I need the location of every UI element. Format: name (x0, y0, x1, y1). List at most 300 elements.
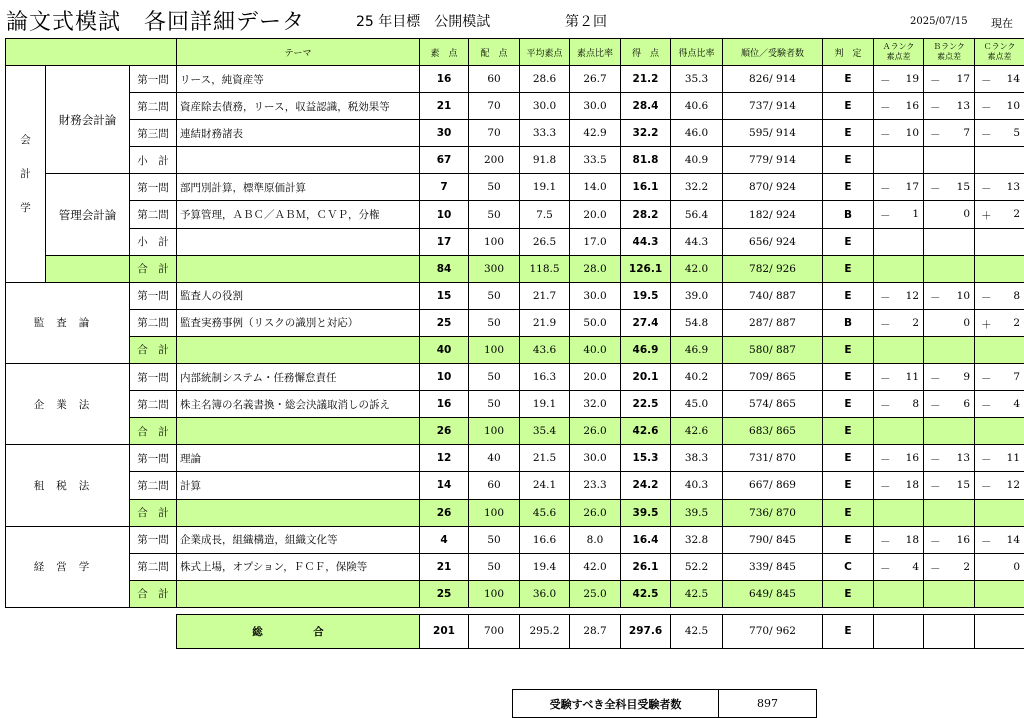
rank-c-diff (975, 553, 1024, 580)
theme: 株式上場，オプション，ＦＣＦ，保険等 (177, 553, 420, 580)
diff-value: 4 (1013, 398, 1021, 411)
avg-score: 7.5 (520, 201, 570, 228)
theme: リース，純資産等 (177, 66, 420, 93)
rank-a-diff (874, 309, 924, 336)
score: 22.5 (621, 391, 671, 418)
subject-name: 租税法 (6, 445, 130, 526)
diff-value: 0 (1013, 560, 1021, 573)
table-row (6, 93, 1024, 120)
diff-value: 2 (1013, 208, 1021, 221)
col-header: 得点比率 (671, 39, 723, 66)
max-score: 70 (469, 120, 520, 147)
diff-value: 6 (963, 398, 971, 411)
table-row (6, 228, 1024, 255)
subject-char: 計 (20, 167, 31, 180)
question-label: 第一問 (130, 364, 177, 391)
raw-ratio: 30.0 (570, 282, 621, 309)
table-row (6, 201, 1024, 228)
question-label: 第二問 (130, 201, 177, 228)
rank-a-diff (874, 526, 924, 553)
score: 46.9 (621, 336, 671, 363)
score: 297.6 (621, 614, 671, 648)
raw-ratio: 23.3 (570, 472, 621, 499)
rank-c-diff (975, 418, 1024, 445)
max-score: 40 (469, 445, 520, 472)
rank-a-diff (874, 614, 924, 648)
avg-score: 295.2 (520, 614, 570, 648)
score-ratio: 39.0 (671, 282, 723, 309)
subject-char: 学 (20, 201, 31, 214)
judge-grade: E (823, 364, 874, 391)
rank-a-diff (874, 472, 924, 499)
footer-label: 受験すべき全科目受験者数 (513, 690, 719, 718)
judge-grade: E (823, 120, 874, 147)
diff-sign: － (930, 183, 941, 196)
rank: 737/ 914 (723, 93, 823, 120)
subject-name (6, 66, 46, 283)
diff-value: 13 (956, 100, 971, 113)
table-row (6, 336, 1024, 363)
diff-sign: － (930, 75, 941, 87)
theme: 監査人の役割 (177, 282, 420, 309)
rank-a-diff (874, 147, 924, 174)
rank-c-diff (975, 147, 1024, 174)
raw-score: 10 (420, 201, 469, 228)
subject-char: 会 (20, 133, 31, 146)
rank-b-diff (924, 553, 975, 580)
rank-b-diff (924, 391, 975, 418)
avg-score: 30.0 (520, 93, 570, 120)
raw-ratio: 14.0 (570, 174, 621, 201)
rank: 779/ 914 (723, 147, 823, 174)
score-ratio: 54.8 (671, 309, 723, 336)
diff-sign: － (981, 535, 992, 548)
raw-score: 40 (420, 336, 469, 363)
diff-value: 16 (905, 452, 920, 465)
diff-sign: － (981, 481, 992, 494)
rank-b-diff (924, 66, 975, 93)
rank-c-diff (975, 309, 1024, 336)
total-label: 合 計 (130, 499, 177, 526)
judge-grade: E (823, 255, 874, 282)
question-label: 第二問 (130, 391, 177, 418)
rank-c-diff (975, 93, 1024, 120)
rank-a-diff (874, 255, 924, 282)
raw-score: 12 (420, 445, 469, 472)
rank-c-diff (975, 201, 1024, 228)
diff-sign: － (880, 318, 891, 331)
rank-a-diff (874, 174, 924, 201)
total-label: 合 計 (130, 418, 177, 445)
raw-score: 26 (420, 499, 469, 526)
diff-value: 15 (956, 479, 971, 492)
table-row (6, 39, 1024, 66)
rank-a-diff (874, 391, 924, 418)
col-header: Ｃランク 素点差 (975, 39, 1024, 66)
rank: 790/ 845 (723, 526, 823, 553)
subject-name: 経営学 (6, 526, 130, 607)
diff-sign: － (981, 291, 992, 304)
score: 42.5 (621, 580, 671, 607)
avg-score: 21.7 (520, 282, 570, 309)
page-header (0, 0, 1024, 38)
diff-sign: － (981, 373, 992, 386)
diff-sign: － (880, 535, 891, 548)
avg-score: 24.1 (520, 472, 570, 499)
rank-a-diff (874, 93, 924, 120)
theme (177, 418, 420, 445)
theme: 内部統制システム・任務懈怠責任 (177, 364, 420, 391)
raw-ratio: 42.0 (570, 553, 621, 580)
raw-ratio: 20.0 (570, 364, 621, 391)
question-label: 第一問 (130, 66, 177, 93)
judge-grade: E (823, 472, 874, 499)
diff-value: 17 (956, 73, 971, 85)
subject-name: 監査論 (6, 282, 130, 363)
diff-sign: － (880, 210, 891, 223)
col-header: 得 点 (621, 39, 671, 66)
raw-ratio: 32.0 (570, 391, 621, 418)
rank: 574/ 865 (723, 391, 823, 418)
rank: 667/ 869 (723, 472, 823, 499)
diff-sign: － (880, 481, 891, 494)
diff-sign: － (930, 102, 941, 115)
rank-c-diff (975, 526, 1024, 553)
judge-grade: E (823, 336, 874, 363)
diff-sign: － (880, 129, 891, 142)
table-row (6, 614, 1024, 648)
raw-score: 17 (420, 228, 469, 255)
score: 27.4 (621, 309, 671, 336)
raw-ratio: 26.0 (570, 499, 621, 526)
report-date: 2025/07/15 (910, 16, 968, 27)
score-ratio: 56.4 (671, 201, 723, 228)
raw-ratio: 26.0 (570, 418, 621, 445)
raw-score: 16 (420, 66, 469, 93)
score-ratio: 44.3 (671, 228, 723, 255)
max-score: 60 (469, 66, 520, 93)
score-ratio: 46.9 (671, 336, 723, 363)
diff-sign: － (930, 454, 941, 467)
diff-sign: － (880, 562, 891, 575)
diff-sign: － (930, 400, 941, 413)
diff-sign: － (880, 373, 891, 386)
rank-c-diff (975, 255, 1024, 282)
diff-value: 4 (912, 560, 920, 573)
diff-sign: － (930, 481, 941, 494)
rank-c-diff (975, 472, 1024, 499)
raw-ratio: 30.0 (570, 445, 621, 472)
diff-value: 12 (1006, 479, 1021, 492)
score: 28.4 (621, 93, 671, 120)
judge-grade: E (823, 93, 874, 120)
diff-value: 19 (905, 73, 920, 85)
rank-b-diff (924, 282, 975, 309)
score-ratio: 42.6 (671, 418, 723, 445)
rank-b-diff (924, 336, 975, 363)
rank-a-diff (874, 364, 924, 391)
score: 19.5 (621, 282, 671, 309)
raw-ratio: 40.0 (570, 336, 621, 363)
max-score: 70 (469, 93, 520, 120)
rank-b-diff (924, 418, 975, 445)
diff-sign: ＋ (981, 210, 992, 223)
rank-a-diff (874, 66, 924, 93)
rank-a-diff (874, 580, 924, 607)
diff-value: 18 (905, 533, 920, 546)
diff-value: 14 (1006, 533, 1021, 546)
rank-c-diff (975, 364, 1024, 391)
theme: 株主名簿の名義書換・総会決議取消しの訴え (177, 391, 420, 418)
theme (177, 336, 420, 363)
question-label: 第二問 (130, 309, 177, 336)
score-ratio: 42.5 (671, 614, 723, 648)
col-header: テーマ (177, 39, 420, 66)
theme: 資産除去債務，リース，収益認識，税効果等 (177, 93, 420, 120)
total-label: 合 計 (130, 336, 177, 363)
score-ratio: 40.3 (671, 472, 723, 499)
theme: 予算管理，ＡＢＣ／ＡＢＭ，ＣＶＰ，分権 (177, 201, 420, 228)
raw-ratio: 20.0 (570, 201, 621, 228)
score: 16.1 (621, 174, 671, 201)
question-label: 第三問 (130, 120, 177, 147)
avg-score: 91.8 (520, 147, 570, 174)
table-row (6, 309, 1024, 336)
rank-b-diff (924, 120, 975, 147)
diff-sign: － (880, 75, 891, 87)
score: 126.1 (621, 255, 671, 282)
raw-score: 16 (420, 391, 469, 418)
judge-grade: B (823, 201, 874, 228)
question-label: 小 計 (130, 147, 177, 174)
diff-value: 13 (1006, 181, 1021, 194)
max-score: 50 (469, 282, 520, 309)
raw-score: 14 (420, 472, 469, 499)
max-score: 100 (469, 580, 520, 607)
avg-score: 118.5 (520, 255, 570, 282)
blank-cell (6, 614, 177, 648)
diff-value: 10 (1006, 100, 1021, 113)
raw-score: 201 (420, 614, 469, 648)
max-score: 200 (469, 147, 520, 174)
blank-cell (46, 255, 130, 282)
raw-ratio: 42.9 (570, 120, 621, 147)
score-ratio: 42.0 (671, 255, 723, 282)
judge-grade: B (823, 309, 874, 336)
rank-c-diff (975, 336, 1024, 363)
max-score: 100 (469, 336, 520, 363)
table-row (6, 553, 1024, 580)
raw-ratio: 30.0 (570, 93, 621, 120)
theme: 企業成長，組織構造，組織文化等 (177, 526, 420, 553)
rank-a-diff (874, 228, 924, 255)
score: 81.8 (621, 147, 671, 174)
diff-sign: － (930, 535, 941, 548)
diff-sign: － (880, 400, 891, 413)
theme: 連結財務諸表 (177, 120, 420, 147)
theme: 部門別計算，標準原価計算 (177, 174, 420, 201)
diff-value: 5 (1013, 127, 1021, 140)
diff-value: 15 (956, 181, 971, 194)
diff-sign: － (981, 454, 992, 467)
avg-score: 19.1 (520, 174, 570, 201)
judge-grade: E (823, 66, 874, 93)
score: 42.6 (621, 418, 671, 445)
avg-score: 16.6 (520, 526, 570, 553)
total-label: 合 計 (130, 580, 177, 607)
col-header: Ｂランク 素点差 (924, 39, 975, 66)
subject-name: 企業法 (6, 364, 130, 445)
raw-ratio: 26.7 (570, 66, 621, 93)
rank: 580/ 887 (723, 336, 823, 363)
rank: 731/ 870 (723, 445, 823, 472)
rank: 770/ 962 (723, 614, 823, 648)
max-score: 50 (469, 309, 520, 336)
sub-subject-name: 管理会計論 (46, 174, 130, 255)
table-row (6, 472, 1024, 499)
table-row (6, 418, 1024, 445)
rank: 182/ 924 (723, 201, 823, 228)
diff-value: 16 (905, 100, 920, 113)
rank-b-diff (924, 174, 975, 201)
grand-total-label: 総 合 (177, 614, 420, 648)
score-ratio: 32.2 (671, 174, 723, 201)
diff-sign: ＋ (981, 318, 992, 331)
diff-value: 7 (963, 127, 971, 140)
avg-score: 36.0 (520, 580, 570, 607)
judge-grade: E (823, 580, 874, 607)
avg-score: 19.1 (520, 391, 570, 418)
diff-sign: － (981, 75, 992, 87)
rank-a-diff (874, 120, 924, 147)
max-score: 100 (469, 499, 520, 526)
rank-c-diff (975, 120, 1024, 147)
table-row (6, 66, 1024, 93)
diff-sign: － (981, 102, 992, 115)
rank-c-diff (975, 228, 1024, 255)
raw-score: 4 (420, 526, 469, 553)
rank-b-diff (924, 309, 975, 336)
total-label: 合 計 (130, 255, 177, 282)
diff-value: 10 (956, 289, 971, 302)
diff-value: 2 (912, 316, 920, 329)
table-row (6, 580, 1024, 607)
diff-value: 8 (912, 398, 920, 411)
results-table (5, 38, 1024, 649)
avg-score: 21.9 (520, 309, 570, 336)
raw-ratio: 8.0 (570, 526, 621, 553)
diff-value: 7 (1013, 371, 1021, 384)
diff-value: 2 (1013, 316, 1021, 329)
rank: 709/ 865 (723, 364, 823, 391)
rank-a-diff (874, 553, 924, 580)
diff-sign: － (880, 291, 891, 304)
raw-ratio: 17.0 (570, 228, 621, 255)
col-header: 素 点 (420, 39, 469, 66)
theme: 計算 (177, 472, 420, 499)
diff-sign: － (981, 129, 992, 142)
max-score: 100 (469, 418, 520, 445)
rank: 339/ 845 (723, 553, 823, 580)
diff-value: 0 (963, 316, 971, 329)
diff-sign: － (880, 183, 891, 196)
table-row (6, 445, 1024, 472)
max-score: 50 (469, 553, 520, 580)
table-row (6, 526, 1024, 553)
footer-value: 897 (719, 690, 817, 718)
rank-b-diff (924, 580, 975, 607)
raw-score: 21 (420, 553, 469, 580)
judge-grade: E (823, 174, 874, 201)
raw-score: 67 (420, 147, 469, 174)
rank: 736/ 870 (723, 499, 823, 526)
rank: 870/ 924 (723, 174, 823, 201)
judge-grade: E (823, 228, 874, 255)
diff-sign: － (981, 400, 992, 413)
rank-b-diff (924, 93, 975, 120)
raw-score: 26 (420, 418, 469, 445)
rank-c-diff (975, 445, 1024, 472)
page-title: 論文式模試 各回詳細データ (6, 10, 306, 35)
diff-value: 9 (963, 371, 971, 384)
question-label: 第一問 (130, 174, 177, 201)
rank-b-diff (924, 472, 975, 499)
score: 28.2 (621, 201, 671, 228)
score-ratio: 35.3 (671, 66, 723, 93)
max-score: 700 (469, 614, 520, 648)
score: 32.2 (621, 120, 671, 147)
rank: 595/ 914 (723, 120, 823, 147)
rank-a-diff (874, 445, 924, 472)
col-header: 順位／受験者数 (723, 39, 823, 66)
spacer (6, 607, 1024, 614)
rank: 656/ 924 (723, 228, 823, 255)
judge-grade: E (823, 391, 874, 418)
table-row (6, 174, 1024, 201)
diff-value: 0 (963, 208, 971, 221)
score: 20.1 (621, 364, 671, 391)
max-score: 50 (469, 391, 520, 418)
rank-c-diff (975, 614, 1024, 648)
col-header: 素点比率 (570, 39, 621, 66)
score: 24.2 (621, 472, 671, 499)
table-row (6, 147, 1024, 174)
table-row (6, 607, 1024, 614)
rank: 649/ 845 (723, 580, 823, 607)
footer-summary (512, 689, 817, 718)
raw-score: 25 (420, 309, 469, 336)
avg-score: 28.6 (520, 66, 570, 93)
sub-subject-name: 財務会計論 (46, 66, 130, 174)
question-label: 第一問 (130, 445, 177, 472)
diff-value: 17 (905, 181, 920, 194)
judge-grade: E (823, 445, 874, 472)
col-header: 平均素点 (520, 39, 570, 66)
raw-score: 15 (420, 282, 469, 309)
score: 21.2 (621, 66, 671, 93)
question-label: 第二問 (130, 553, 177, 580)
theme (177, 147, 420, 174)
avg-score: 16.3 (520, 364, 570, 391)
table-row (6, 364, 1024, 391)
max-score: 300 (469, 255, 520, 282)
rank-b-diff (924, 147, 975, 174)
score-ratio: 46.0 (671, 120, 723, 147)
raw-score: 30 (420, 120, 469, 147)
judge-grade: C (823, 553, 874, 580)
diff-sign: － (930, 291, 941, 304)
max-score: 60 (469, 472, 520, 499)
